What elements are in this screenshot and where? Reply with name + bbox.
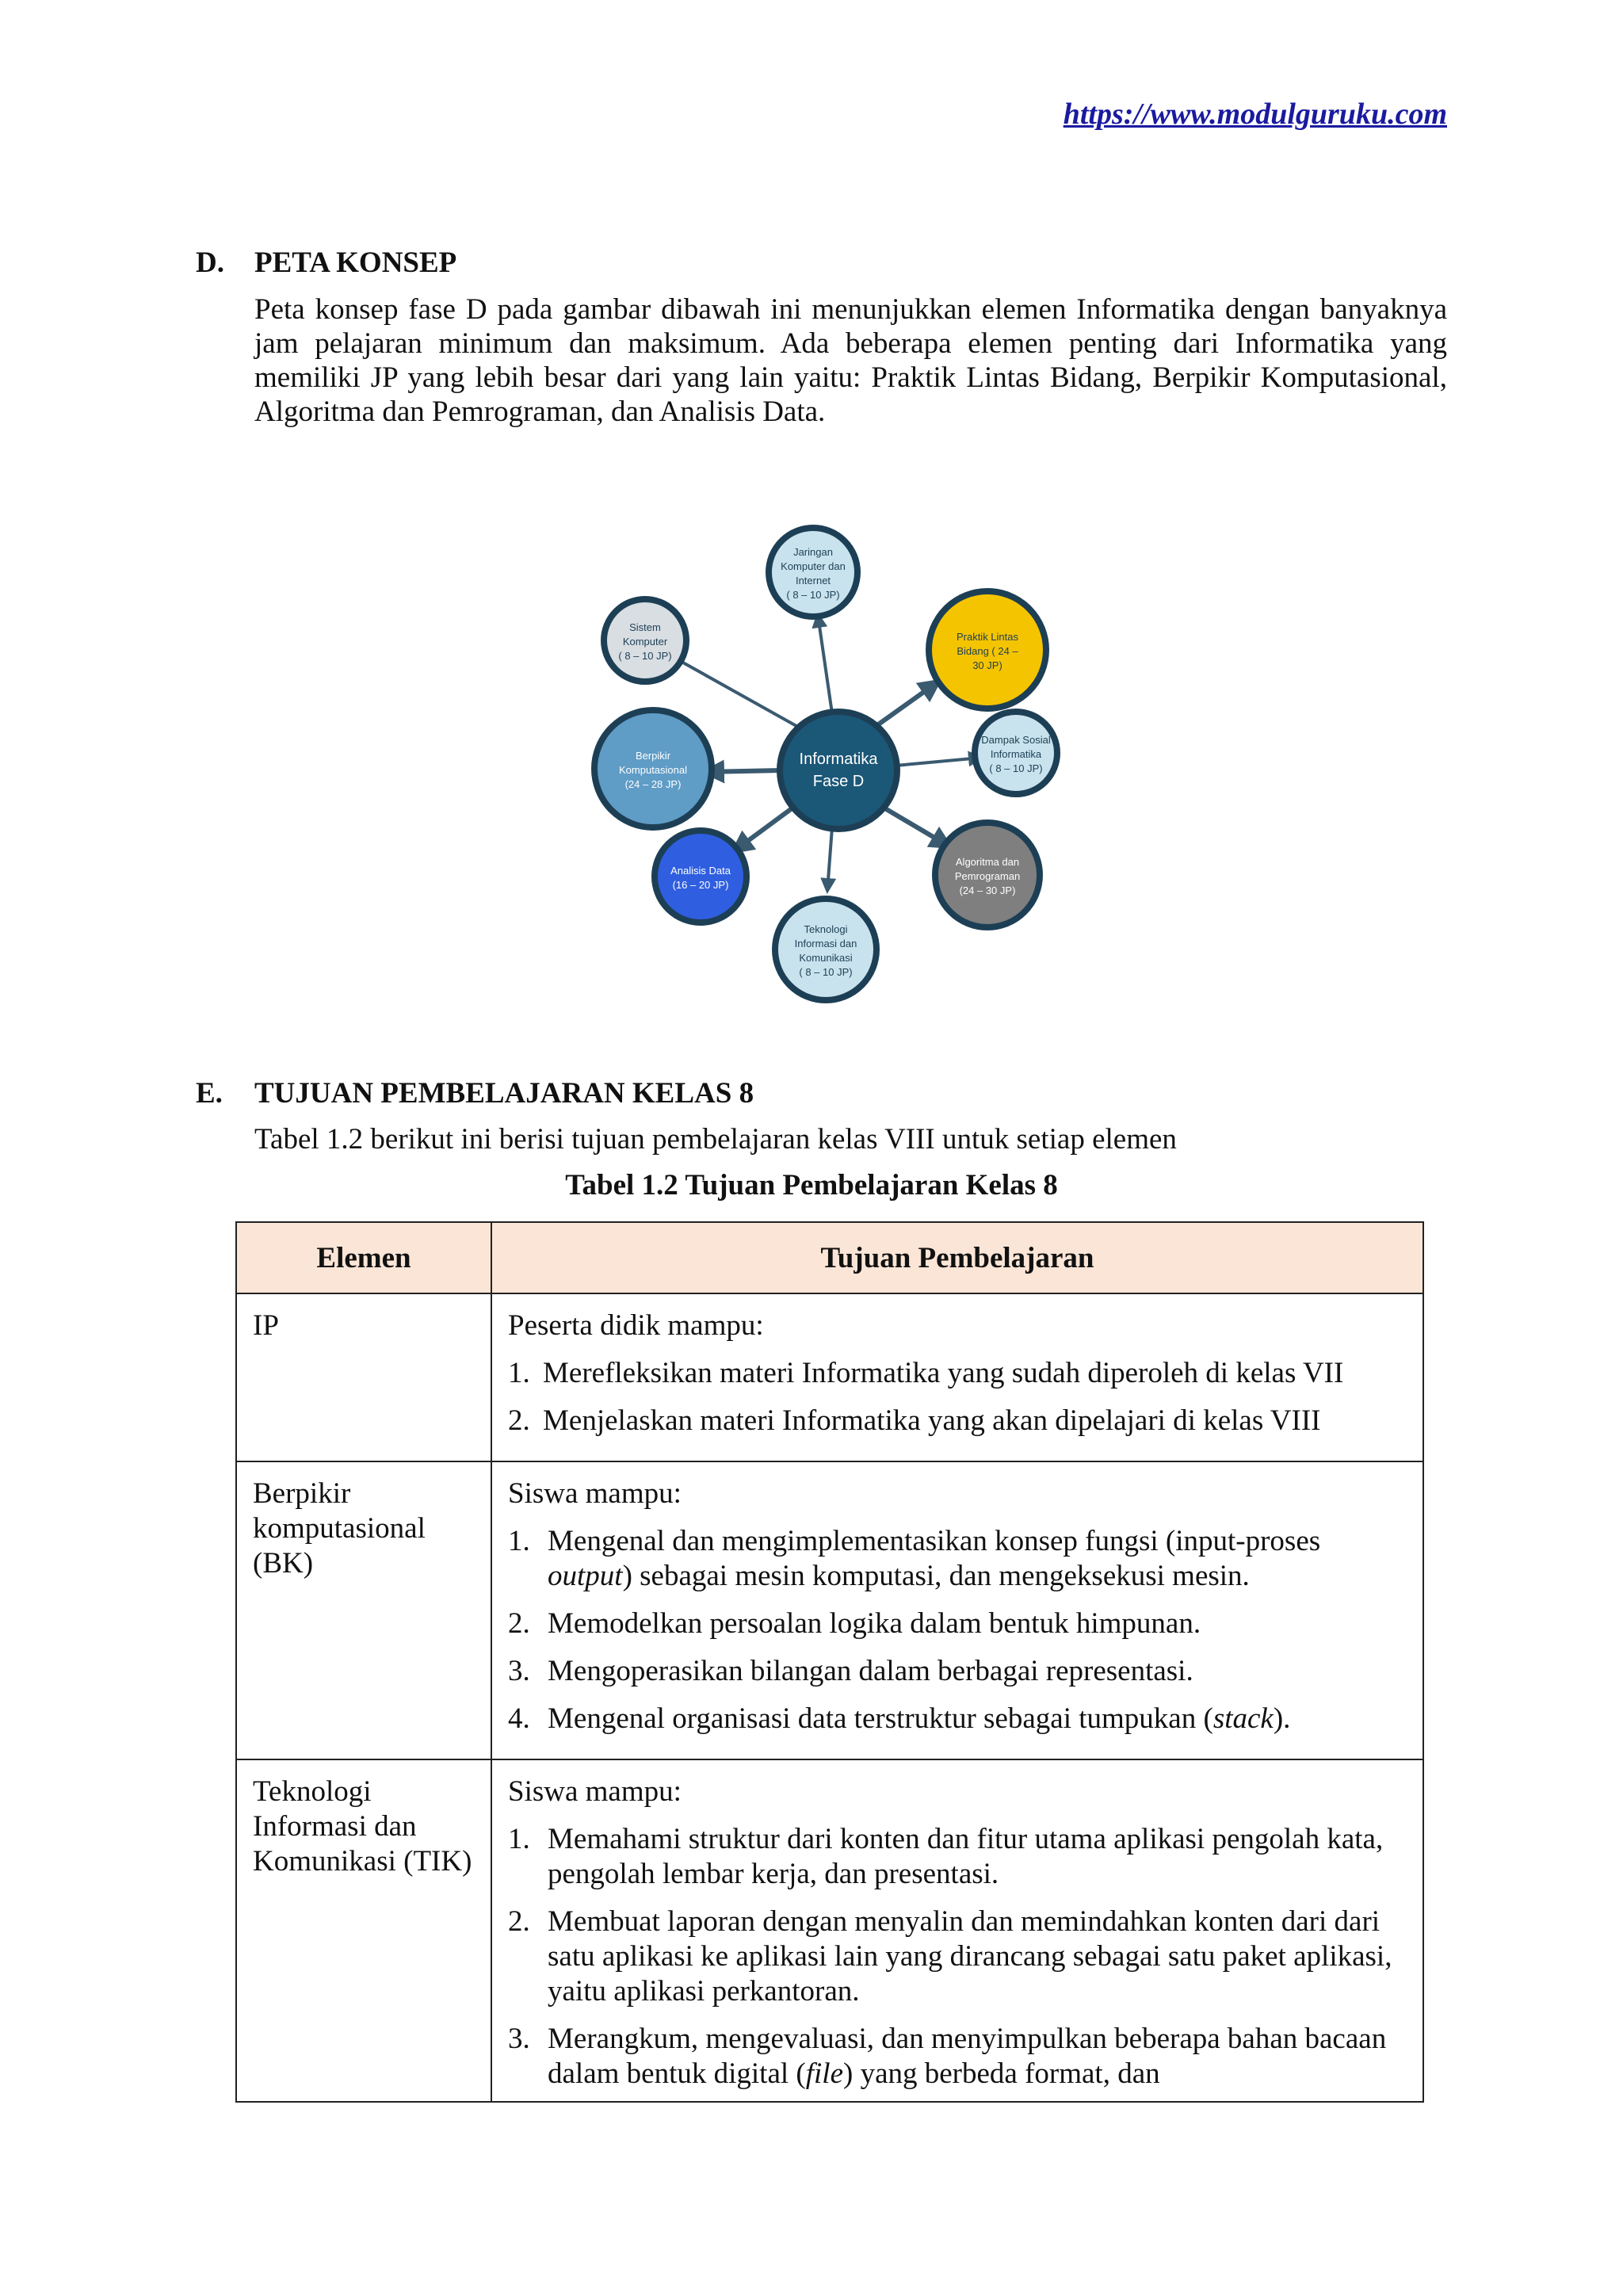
header-elemen: Elemen (236, 1222, 491, 1293)
concept-node-label: Komunikasi (799, 952, 853, 964)
learning-objectives-table (235, 1221, 1424, 2103)
concept-node-label: Bidang ( 24 – (957, 645, 1018, 657)
concept-node-label: (24 – 28 JP) (624, 778, 682, 790)
list-item: 2. Membuat laporan dengan menyalin dan memindahkan konten dari dari satu aplikasi ke aplikasi lain yang dirancang sebagai satu paket aplikasi, yaitu aplikasi perkantoran. (508, 1905, 1392, 2008)
concept-node-label: Jaringan (793, 546, 833, 558)
section-e-intro: Tabel 1.2 berikut ini berisi tujuan pembelajaran kelas VIII untuk setiap elemen (254, 1123, 1177, 1156)
list-item: 1. Memahami struktur dari konten dan fitur utama aplikasi pengolah kata, pengolah lembar kerja, dan presentasi. (508, 1823, 1384, 1890)
table-row (236, 1461, 1423, 1759)
section-e-letter: E. (196, 1077, 223, 1110)
concept-node-ap (935, 823, 1040, 927)
header-url-link[interactable]: https://www.modulguruku.com (1063, 97, 1447, 131)
edge-ap (880, 805, 949, 846)
concept-node-circle (769, 528, 857, 617)
row-objectives-tik (491, 1759, 1423, 2102)
concept-node-dsi (975, 712, 1057, 794)
concept-node-label: Berpikir (635, 750, 671, 762)
concept-node-label: (16 – 20 JP) (672, 879, 729, 891)
list-item: 1. Mengenal dan mengimplementasikan konsep fungsi (input-proses output) sebagai mesin komputasi, dan mengeksekusi mesin. (508, 1525, 1321, 1592)
section-e-title: TUJUAN PEMBELAJARAN KELAS 8 (254, 1077, 754, 1110)
row-element-ip: IP (236, 1293, 491, 1461)
list-item: 3. Merangkum, mengevaluasi, dan menyimpulkan beberapa bahan bacaan dalam bentuk digital (file) yang berbeda format, dan (508, 2023, 1387, 2090)
concept-node-label: Dampak Sosial (981, 734, 1051, 746)
section-d-title: PETA KONSEP (254, 246, 457, 279)
center-line-2: Fase D (812, 773, 865, 790)
concept-node-plb (929, 591, 1046, 709)
concept-node-tik (775, 899, 876, 1000)
edge-ad (734, 807, 794, 851)
concept-node-label: Teknologi (804, 923, 848, 935)
concept-node-label: Sistem (629, 621, 661, 633)
concept-node-jki (769, 528, 857, 617)
row-element-bk: Berpikir komputasional (BK) (236, 1461, 491, 1759)
concept-node-circle (655, 831, 747, 923)
concept-node-bk (594, 710, 712, 827)
concept-node-label: ( 8 – 10 JP) (786, 589, 840, 601)
section-d-paragraph: Peta konsep fase D pada gambar dibawah ini menunjukkan elemen Informatika dengan banyaknya jam pelajaran minimum dan maksimum. Ada beberapa elemen penting dari Informatika yang memiliki JP yang lebih besar dari yang lain yaitu: Praktik Lintas Bidang, Berpikir Komputasional, Algoritma dan Pemrograman, dan Analisis Data. (254, 293, 1447, 428)
section-e-heading (196, 1076, 754, 1110)
concept-map-svg (579, 499, 1117, 1007)
section-d-heading (196, 246, 456, 280)
row-lead: Peserta didik mampu: (508, 1309, 764, 1342)
row-objectives-bk (491, 1461, 1423, 1759)
concept-node-label: Algoritma dan (955, 856, 1020, 868)
header-tujuan: Tujuan Pembelajaran (491, 1222, 1423, 1293)
concept-node-label: Komputer dan (781, 560, 846, 572)
table-row (236, 1759, 1423, 2102)
concept-node-circle (775, 899, 876, 1000)
center-line-1: Informatika (799, 751, 878, 768)
concept-node-label: ( 8 – 10 JP) (799, 966, 853, 978)
row-lead: Siswa mampu: (508, 1477, 682, 1510)
section-d-letter: D. (196, 246, 224, 279)
edge-bk (705, 770, 781, 772)
concept-node-label: Komputer (622, 636, 668, 648)
concept-node-label: 30 JP) (972, 659, 1002, 671)
list-item: 4. Mengenal organisasi data terstruktur sebagai tumpukan (stack). (508, 1702, 1291, 1735)
concept-node-label: Praktik Lintas (956, 631, 1019, 643)
concept-node-label: Informasi dan (794, 938, 857, 949)
concept-map-diagram (579, 499, 1117, 1007)
concept-map-center (780, 712, 897, 829)
table-row (236, 1293, 1423, 1461)
concept-node-label: Internet (795, 575, 831, 586)
list-item: 2. Menjelaskan materi Informatika yang akan dipelajari di kelas VIII (508, 1404, 1321, 1437)
concept-node-sk (604, 599, 686, 682)
list-item: 3. Mengoperasikan bilangan dalam berbagai representasi. (508, 1655, 1193, 1687)
concept-node-label: Analisis Data (670, 865, 731, 877)
edge-dsi (896, 758, 981, 766)
concept-node-label: Informatika (990, 748, 1042, 760)
row-objectives-ip (491, 1293, 1423, 1461)
table-header-row (236, 1222, 1423, 1293)
table-caption: Tabel 1.2 Tujuan Pembelajaran Kelas 8 (565, 1169, 1058, 1201)
concept-node-label: ( 8 – 10 JP) (618, 650, 672, 662)
concept-node-label: Pemrograman (954, 870, 1021, 882)
row-element-tik: Teknologi Informasi dan Komunikasi (TIK) (236, 1759, 491, 2102)
concept-node-ad (655, 831, 747, 923)
row-lead: Siswa mampu: (508, 1775, 682, 1808)
list-item: 1. Merefleksikan materi Informatika yang sudah diperoleh di kelas VII (508, 1357, 1344, 1389)
concept-node-label: ( 8 – 10 JP) (989, 762, 1043, 774)
list-item: 2. Memodelkan persoalan logika dalam bentuk himpunan. (508, 1607, 1201, 1640)
edge-plb (872, 682, 938, 729)
concept-node-label: Komputasional (619, 764, 687, 776)
edge-tik (827, 827, 832, 891)
edge-jki (818, 615, 834, 724)
concept-node-label: (24 – 30 JP) (959, 884, 1016, 896)
